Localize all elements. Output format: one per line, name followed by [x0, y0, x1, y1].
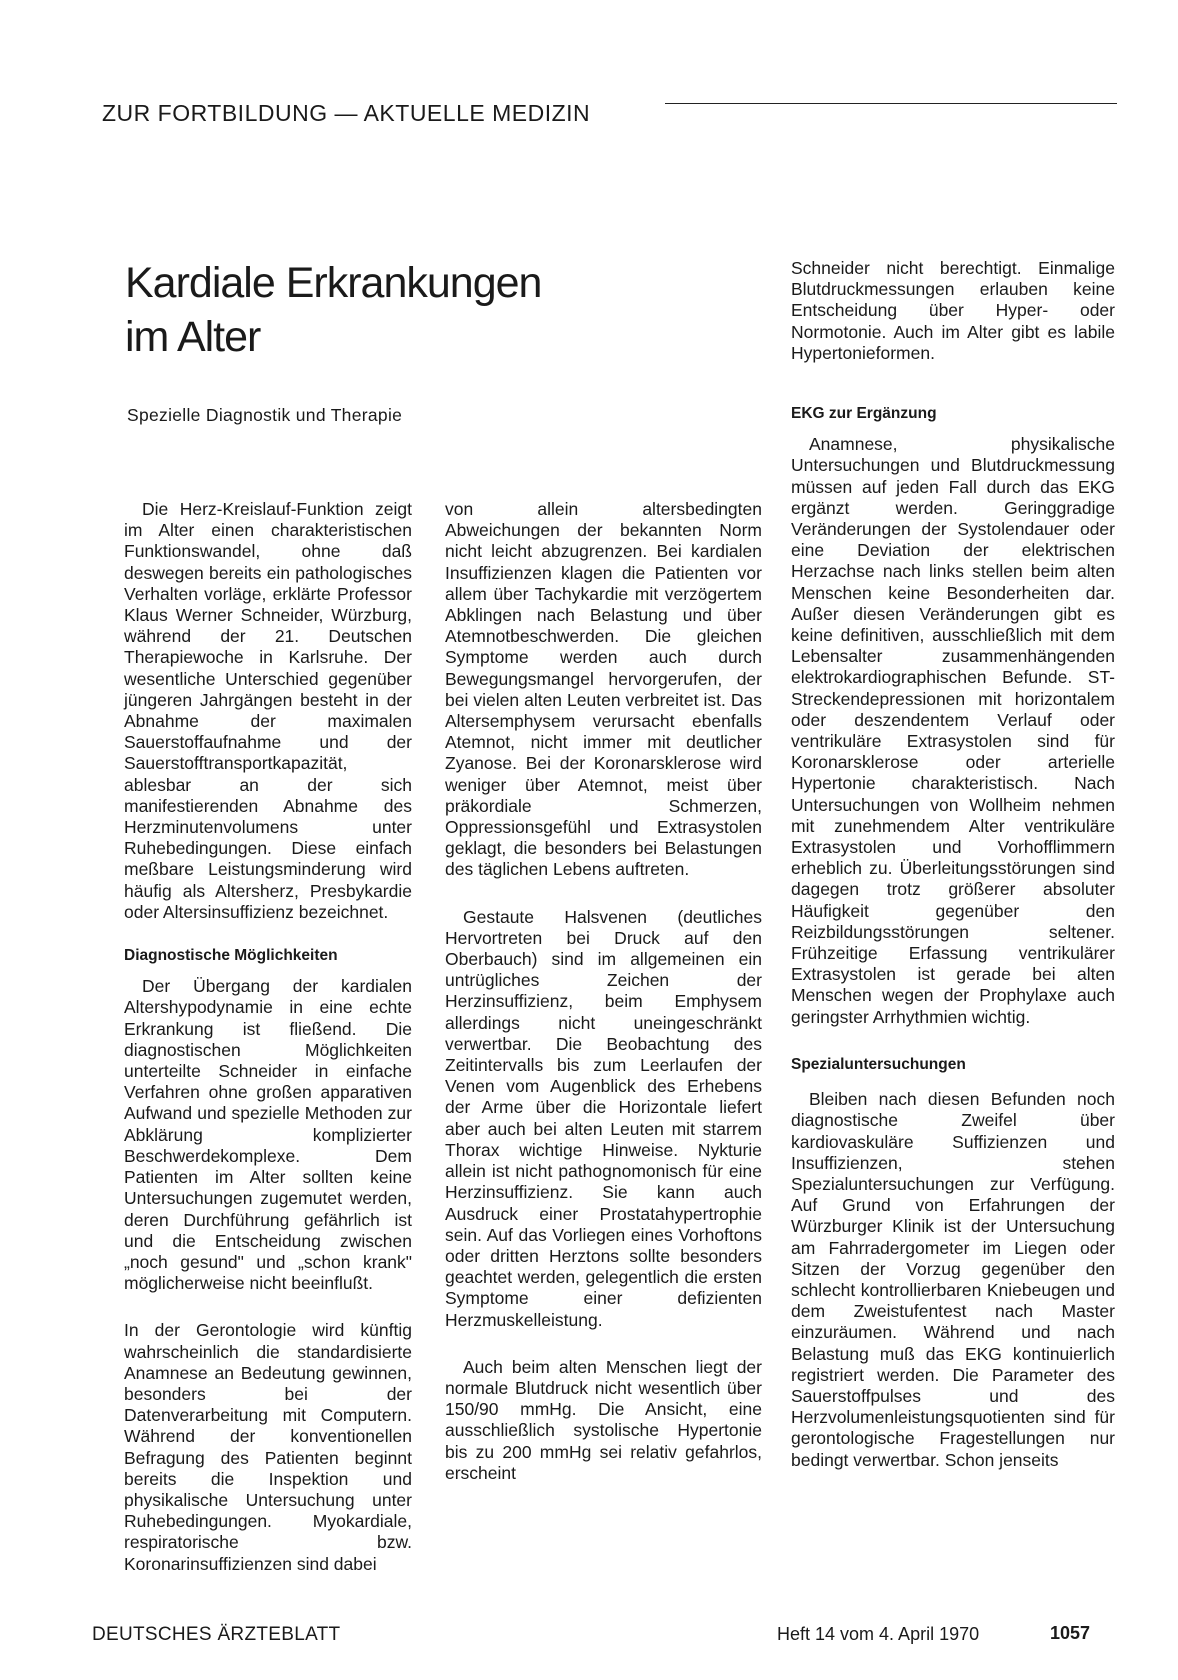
text-column-2 [445, 499, 762, 1484]
paragraph: In der Gerontologie wird künftig wahrscheinlich die standardisierte Anamnese an Bedeutung gewinnen, besonders bei der Datenverarbeitung mit Computern. Während der konventionellen Befragung des Patienten beginnt bereits die Inspektion und physikalische Untersuchung unter Ruhebedingungen. Myokardiale, respiratorische bzw. Koronarinsuffizienzen sind dabei [124, 1320, 412, 1574]
section-heading-ekg: EKG zur Ergänzung [791, 405, 937, 422]
paragraph: Gestaute Halsvenen (deutliches Hervortreten bei Druck auf den Oberbauch) sind im allgemeinen ein untrügliches Zeichen der Herzinsuffizienz, beim Emphysem allerdings nicht uneingeschränkt verwertbar. Die Beobachtung des Zeitintervalls bis zum Leerlaufen der Venen vom Augenblick des Erhebens der Arme über die Horizontale liefert aber auch bei alten Leuten mit starrem Thorax wichtige Hinweise. Nykturie allein ist nicht pathognomonisch für eine Herzinsuffizienz. Sie kann auch Ausdruck einer Prostatahypertrophie sein. Auf das Vorliegen eines Vorhoftons oder dritten Herztons sollte besonders geachtet werden, gelegentlich die ersten Symptome einer defizienten Herzmuskelleistung. [445, 906, 762, 1330]
footer-issue: Heft 14 vom 4. April 1970 [777, 1624, 980, 1644]
paragraph: Der Übergang der kardialen Altershypodynamie in eine echte Erkrankung ist fließend. Die diagnostischen Möglichkeiten unterteilte Schneider in einfache Verfahren ohne großen apparativen Aufwand und spezielle Methoden zur Abklärung komplizierter Beschwerdekomplexe. Dem Patienten im Alter sollten keine Untersuchungen zugemutet werden, deren Durchführung gefährlich ist und die Entscheidung zwischen „noch gesund" und „schon krank" möglicherweise nicht beeinflußt. [124, 976, 412, 1294]
header-rule [665, 103, 1117, 104]
title-line-1: Kardiale Erkrankungen [125, 259, 542, 307]
paragraph: Schneider nicht berechtigt. Einmalige Blutdruckmessungen erlauben keine Entscheidung über Hyper- oder Normotonie. Auch im Alter gibt es labile Hypertonieformen. [791, 258, 1115, 363]
text-column-3-top [791, 258, 1115, 364]
section-header: ZUR FORTBILDUNG — AKTUELLE MEDIZIN [102, 100, 591, 126]
section-heading-diagnostik: Diagnostische Möglichkeiten [124, 947, 338, 965]
paragraph: Anamnese, physikalische Untersuchungen und Blutdruckmessung müssen auf jeden Fall durch das EKG ergänzt werden. Geringgradige Veränderungen der Systolendauer oder eine Deviation der elektrischen Herzachse nach links stellen beim alten Menschen keine Besonderheiten dar. Außer diesen Veränderungen gibt es keine definitiven, ausschließlich mit dem Lebensalter zusammenhängenden elektrokardiographischen Befunde. ST-Streckendepressionen mit horizontalem oder deszendentem Verlauf oder ventrikuläre Extrasystolen sind für Koronarsklerose oder arterielle Hypertonie charakteristisch. Nach Untersuchungen von Wollheim nehmen mit zunehmendem Alter ventrikuläre Extrasystolen und Vorhofflimmern erheblich zu. Überleitungsstörungen sind dagegen trotz größerer absoluter Häufigkeit gegenüber den Reizbildungsstörungen seltener. Frühzeitige Erfassung ventrikulärer Extrasystolen ist gerade bei alten Menschen wegen der Prophylaxe auch geringster Arrhythmien wichtig. [791, 434, 1115, 1027]
paragraph: Auch beim alten Menschen liegt der normale Blutdruck nicht wesentlich über 150/90 mmHg. Die Ansicht, eine ausschließlich systolische Hypertonie bis zu 200 mmHg sei relativ gefahrlos, erscheint [445, 1356, 762, 1483]
text-column-3 [791, 403, 1115, 1471]
article-title [125, 256, 541, 364]
footer-journal: DEUTSCHES ÄRZTEBLATT [92, 1624, 341, 1645]
footer-page-number: 1057 [1050, 1623, 1091, 1643]
title-line-2: im Alter [125, 313, 261, 361]
article-subtitle: Spezielle Diagnostik und Therapie [127, 405, 403, 425]
section-heading-spezial: Spezialuntersuchungen [791, 1055, 966, 1073]
text-column-1 [124, 499, 412, 1575]
paragraph: Bleiben nach diesen Befunden noch diagnostische Zweifel über kardiovaskuläre Suffizienzen und Insuffizienzen, stehen Spezialuntersuchungen zur Verfügung. Auf Grund von Erfahrungen der Würzburger Klinik ist der Untersuchung am Fahrradergometer im Liegen oder Sitzen der Vorzug gegenüber den schlecht kontrollierbaren Kniebeugen und dem Zweistufentest nach Master einzuräumen. Während und nach Belastung muß das EKG kontinuierlich registriert werden. Die Parameter des Sauerstoffpulses und des Herzvolumenleistungsquotienten sind für gerontologische Fragestellungen nur bedingt verwertbar. Schon jenseits [791, 1089, 1115, 1470]
paragraph: Die Herz-Kreislauf-Funktion zeigt im Alter einen charakteristischen Funktionswandel, ohne daß deswegen bereits ein pathologisches Verhalten vorläge, erklärte Professor Klaus Werner Schneider, Würzburg, während der 21. Deutschen Therapiewoche in Karlsruhe. Der wesentliche Unterschied gegenüber jüngeren Jahrgängen besteht in der Abnahme der maximalen Sauerstoffaufnahme und der Sauerstofftransportkapazität, ablesbar an der sich manifestierenden Abnahme des Herzminutenvolumens unter Ruhebedingungen. Diese einfach meßbare Leistungsminderung wird häufig als Altersherz, Presbykardie oder Altersinsuffizienz bezeichnet. [124, 499, 412, 922]
paragraph: von allein altersbedingten Abweichungen der bekannten Norm nicht leicht abzugrenzen. Bei kardialen Insuffizienzen klagen die Patienten vor allem über Tachykardie mit verzögertem Abklingen nach Belastung und über Atemnotbeschwerden. Die gleichen Symptome werden auch durch Bewegungsmangel hervorgerufen, der bei vielen alten Leuten verbreitet ist. Das Altersemphysem verursacht ebenfalls Atemnot, nicht immer mit deutlicher Zyanose. Bei der Koronarsklerose wird weniger über Atemnot, meist über präkordiale Schmerzen, Oppressionsgefühl und Extrasystolen geklagt, die besonders bei Belastungen des täglichen Lebens auftreten. [445, 499, 762, 880]
